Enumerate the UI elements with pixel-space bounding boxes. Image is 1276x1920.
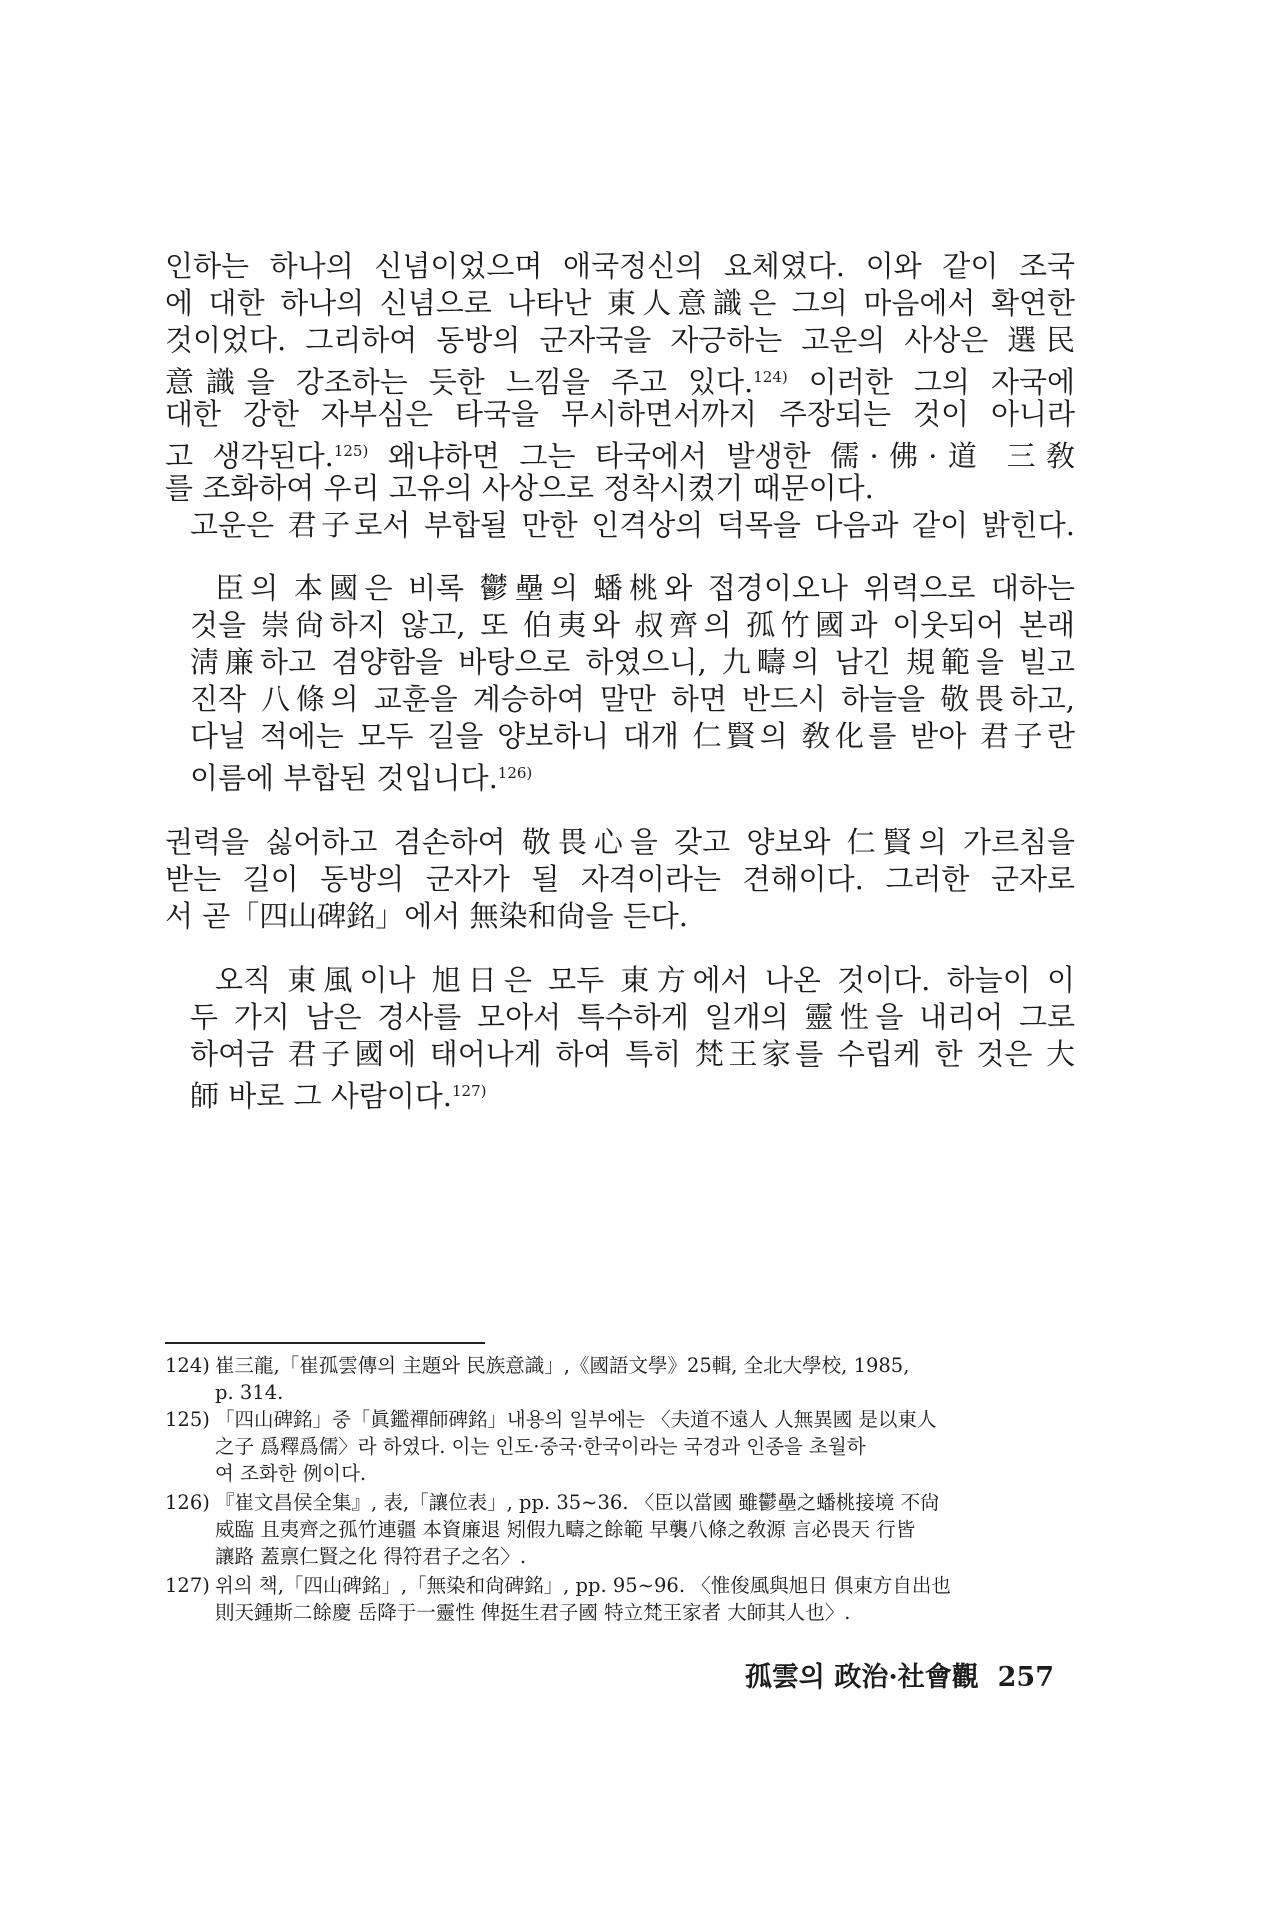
quote-line: 臣의 本國은 비록 鬱壘의 蟠桃와 접경이오나 위력으로 대하는 bbox=[215, 571, 1075, 605]
footnote-126-cont: 威臨 且夷齊之孤竹連疆 本資廉退 矧假九疇之餘範 早襲八條之敎源 言必畏天 行皆 bbox=[215, 1518, 916, 1541]
footnote-number: 125) bbox=[165, 1408, 210, 1431]
body-text: 이러한 그의 자국에 bbox=[787, 365, 1075, 399]
footnote-124 bbox=[165, 1352, 1075, 1379]
body-line: 것이었다. 그리하여 동방의 군자국을 자긍하는 고운의 사상은 選民 bbox=[165, 323, 1075, 357]
footnote-ref: 125) bbox=[333, 442, 369, 460]
quote-line: 진작 八條의 교훈을 계승하여 말만 하면 반드시 하늘을 敬畏하고, bbox=[190, 682, 1075, 716]
quote-line: 淸廉하고 겸양함을 바탕으로 하였으니, 九疇의 남긴 規範을 빌고 bbox=[190, 645, 1075, 679]
footnote-number: 127) bbox=[165, 1574, 210, 1597]
footnote-125-cont: 之子 爲釋爲儒〉라 하였다. 이는 인도·중국·한국이라는 국경과 인종을 초월하 bbox=[215, 1435, 866, 1458]
footnote-ref: 124) bbox=[753, 368, 788, 386]
footnote-ref: 127) bbox=[451, 1082, 487, 1100]
footnote-divider bbox=[165, 1342, 485, 1344]
body-line: 받는 길이 동방의 군자가 될 자격이라는 견해이다. 그러한 군자로 bbox=[165, 862, 1075, 896]
quote-line: 것을 崇尙하지 않고, 또 伯夷와 叔齊의 孤竹國과 이웃되어 본래 bbox=[190, 608, 1075, 642]
footnote-text: 「四山碑銘」중「眞鑑禪師碑銘」내용의 일부에는 〈夫道不遠人 人無異國 是以東人 bbox=[215, 1408, 937, 1431]
body-line: 인하는 하나의 신념이었으며 애국정신의 요체였다. 이와 같이 조국 bbox=[165, 249, 1075, 283]
quote-line bbox=[190, 753, 1075, 798]
footnote-number: 126) bbox=[165, 1491, 210, 1514]
body-line: 에 대한 하나의 신념으로 나타난 東人意識은 그의 마음에서 확연한 bbox=[165, 286, 1075, 320]
quote-line: 두 가지 남은 경사를 모아서 특수하게 일개의 靈性을 내리어 그로 bbox=[190, 1000, 1075, 1034]
footnote-127 bbox=[165, 1572, 1075, 1599]
quote-line: 하여금 君子國에 태어나게 하여 특히 梵王家를 수립케 한 것은 大 bbox=[190, 1037, 1075, 1071]
body-text: 고 생각된다. bbox=[165, 439, 334, 473]
footnote-125-cont: 여 조화한 例이다. bbox=[215, 1462, 367, 1485]
quote-text: 이름에 부합된 것입니다. bbox=[190, 761, 498, 795]
running-title: 孤雲의 政治·社會觀 bbox=[744, 1662, 979, 1693]
quote-line bbox=[190, 1071, 1075, 1116]
footnote-number: 124) bbox=[165, 1354, 210, 1377]
body-line: 대한 강한 자부심은 타국을 무시하면서까지 주장되는 것이 아니라 bbox=[165, 397, 1075, 431]
footnote-text: 『崔文昌侯全集』, 表,「讓位表」, pp. 35∼36. 〈臣以當國 雖鬱壘之蟠桃接境 不尙 bbox=[215, 1491, 940, 1514]
body-line: 고운은 君子로서 부합될 만한 인격상의 덕목을 다음과 같이 밝힌다. bbox=[190, 508, 1075, 542]
body-line: 서 곧「四山碑銘」에서 無染和尙을 든다. bbox=[165, 899, 688, 933]
footnote-126 bbox=[165, 1489, 1075, 1516]
body-line: 권력을 싫어하고 겸손하여 敬畏心을 갖고 양보와 仁賢의 가르침을 bbox=[165, 825, 1075, 859]
body-text: 意識을 강조하는 듯한 느낌을 주고 있다. bbox=[165, 365, 754, 399]
body-text: 왜냐하면 그는 타국에서 발생한 儒·佛·道 三敎 bbox=[368, 439, 1075, 473]
footnote-text: 崔三龍,「崔孤雲傳의 主題와 民族意識」,《國語文學》25輯, 全北大學校, 1985, bbox=[215, 1354, 910, 1377]
page-number: 257 bbox=[997, 1662, 1054, 1693]
footnote-ref: 126) bbox=[497, 764, 533, 782]
body-line: 를 조화하여 우리 고유의 사상으로 정착시켰기 때문이다. bbox=[165, 471, 874, 505]
quote-text: 師 바로 그 사람이다. bbox=[190, 1079, 452, 1113]
quote-line: 다닐 적에는 모두 길을 양보하니 대개 仁賢의 敎化를 받아 君子란 bbox=[190, 719, 1075, 753]
footnote-text: 위의 책,「四山碑銘」,「無染和尙碑銘」, pp. 95∼96. 〈惟俊風與旭日 俱東方自出也 bbox=[215, 1574, 951, 1597]
page-folio bbox=[745, 1655, 1054, 1694]
footnote-124-cont: p. 314. bbox=[215, 1381, 284, 1404]
footnote-125 bbox=[165, 1406, 1075, 1433]
footnote-126-cont: 讓路 蓋禀仁賢之化 得符君子之名〉. bbox=[215, 1545, 527, 1568]
footnote-127-cont: 則天鍾斯二餘慶 岳降于一靈性 俾挺生君子國 特立梵王家者 大師其人也〉. bbox=[215, 1601, 851, 1624]
quote-line: 오직 東風이나 旭日은 모두 東方에서 나온 것이다. 하늘이 이 bbox=[215, 963, 1075, 997]
